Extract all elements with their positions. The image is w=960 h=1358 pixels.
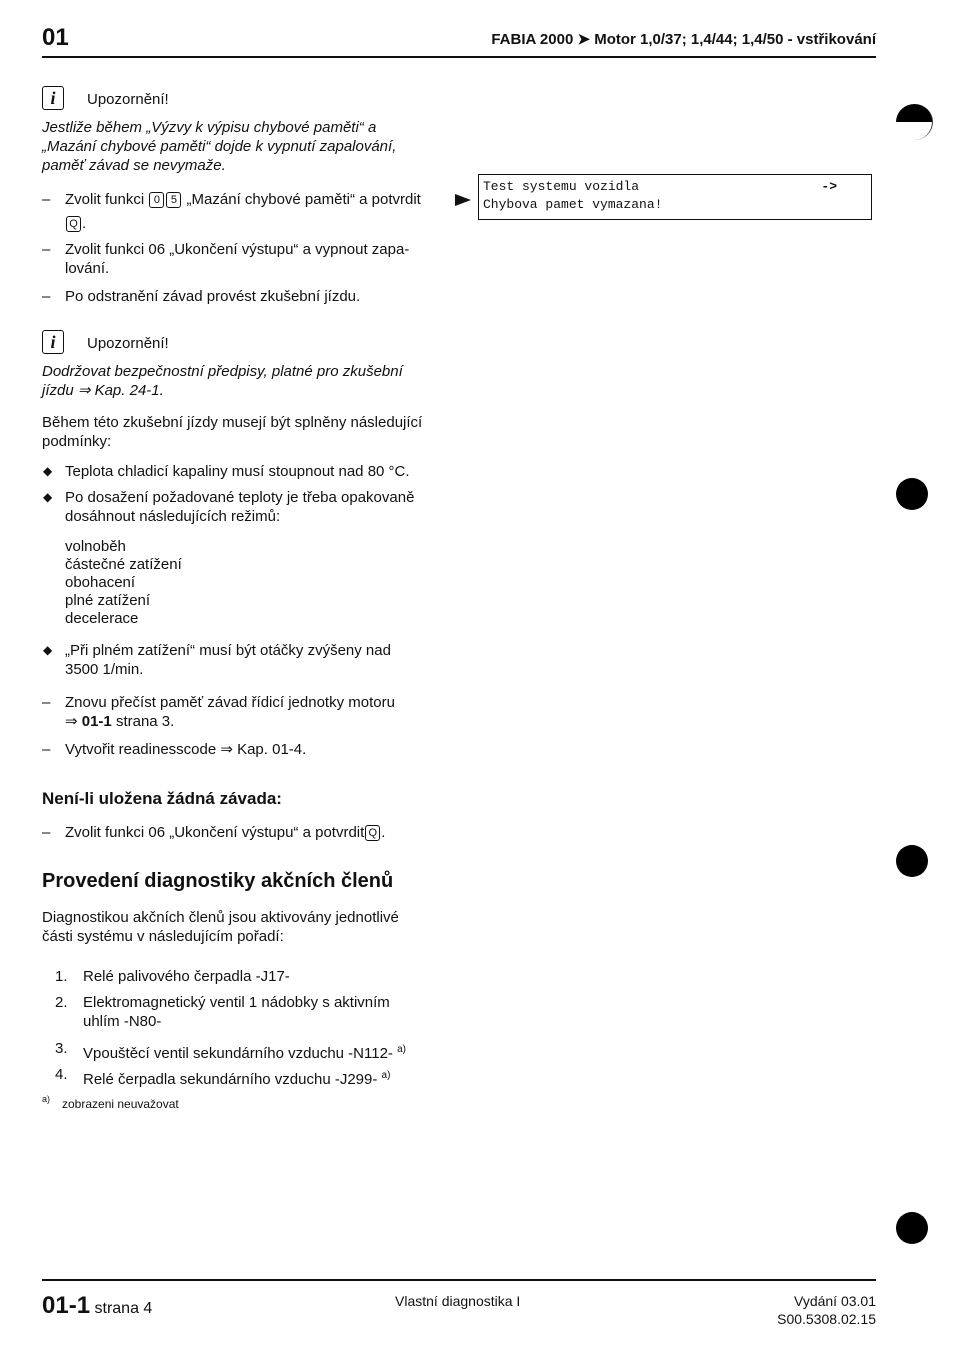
list-item-line [83,1066,390,1089]
paragraph-line: Během této zkušební jízdy musejí být splněny následující [42,414,423,431]
punch-hole-mark [896,478,928,510]
bullet-icon: ◆ [43,490,53,504]
step-text: „Mazání chybové paměti“ a potvrdit [186,191,421,208]
confirm-key-line: Q . [65,214,86,233]
footer-page-label [42,1292,152,1320]
list-item: Relé palivového čerpadla -J17- [83,968,290,985]
ref-page: strana 3. [115,713,175,730]
dash-marker: – [42,741,51,758]
step-select-function [65,190,421,209]
footnote-ref: a) [397,1044,406,1055]
footnote-mark: a) [42,1094,51,1104]
bullet-text: Po dosažení požadované teploty je třeba opakovaně [65,489,415,506]
list-item: uhlím -N80- [83,1013,162,1030]
tester-display [478,174,872,220]
dash-marker: – [42,241,51,258]
dash-marker: – [42,191,51,208]
key-5-icon: 5 [166,192,181,208]
step-text: Znovu přečíst paměť závad řídicí jednotky motoru [65,694,395,711]
header-rule [42,56,876,58]
footer-page: strana 4 [94,1300,153,1317]
display-line-2: Chybova pamet vymazana! [483,197,663,212]
footer-edition: Vydání 03.01 [794,1293,876,1309]
list-number: 4. [55,1066,68,1083]
mode-item: částečné zatížení [65,556,182,573]
key-q-icon: Q [365,825,380,841]
step-text: Po odstranění závad provést zkušební jízdu. [65,288,361,305]
bullet-icon: ◆ [43,464,53,478]
arrow-right-icon [455,194,471,206]
bullet-text: 3500 1/min. [65,661,144,678]
note-label: Upozornění! [87,91,169,108]
punch-hole-mark [896,845,928,877]
punch-hole-mark [896,1212,928,1244]
ref-chapter: 01-1 [81,713,112,730]
paragraph-line: podmínky: [42,433,112,450]
note-text-line: Jestliže během „Výzvy k výpisu chybové paměti“ a [42,119,377,136]
bullet-text: Teplota chladicí kapaliny musí stoupnout nad 80 °C. [65,463,410,480]
step-text-line: Zvolit funkci 06 „Ukončení výstupu“ a potvrdit Q . [65,824,386,841]
punch-hole-mark [896,104,933,140]
note-text-line: „Mazání chybové paměti“ dojde k vypnutí zapalování, [42,138,397,155]
display-arrow: -> [821,179,837,194]
dash-marker: – [42,694,51,711]
mode-item: obohacení [65,574,136,591]
step-text: Zvolit funkci 06 „Ukončení výstupu“ a vypnout zapa- [65,241,410,258]
list-number: 3. [55,1040,68,1057]
page-header-title: FABIA 2000 ➤ Motor 1,0/37; 1,4/44; 1,4/50 - vstřikování [491,31,876,48]
list-number: 2. [55,994,68,1011]
paragraph-line: Diagnostikou akčních členů jsou aktivovány jednotlivé [42,909,399,926]
bullet-text: dosáhnout následujících režimů: [65,508,281,525]
list-item-line [83,1040,406,1063]
footer-code: S00.5308.02.15 [777,1311,876,1327]
list-item: Elektromagnetický ventil 1 nádobky s aktivním [83,994,390,1011]
step-text: Vytvořit readinesscode ⇒ Kap. 01-4. [65,741,307,758]
section-heading: Provedení diagnostiky akčních členů [42,870,394,892]
footnote-ref: a) [381,1070,391,1081]
footer-page-ref: 01-1 [42,1292,91,1319]
info-icon: i [42,330,64,354]
display-line-1: Test systemu vozidla [483,179,640,194]
bullet-icon: ◆ [43,643,53,657]
note-text-line: jízdu ⇒ Kap. 24-1. [42,382,164,399]
mode-item: volnoběh [65,538,126,555]
paragraph-line: části systému v následujícím pořadí: [42,928,284,945]
step-text: lování. [65,260,110,277]
step-text: Zvolit funkci 06 „Ukončení výstupu“ a potvrdit [65,824,365,841]
footer-center: Vlastní diagnostika I [395,1293,521,1309]
step-text: Zvolit funkci [65,191,145,208]
key-0-icon: 0 [149,192,164,208]
footer-rule [42,1279,876,1281]
mode-item: plné zatížení [65,592,151,609]
key-q-icon: Q [66,216,81,232]
list-item: Vpouštěcí ventil sekundárního vzduchu -N112- [83,1045,393,1062]
footnote-text: zobrazeni neuvažovat [62,1097,179,1111]
arrow-ref-icon: ⇒ [65,713,78,730]
note-text-line: paměť závad se nevymaže. [42,157,226,174]
cross-reference [65,712,174,731]
dash-marker: – [42,288,51,305]
note-label: Upozornění! [87,335,169,352]
dash-marker: – [42,824,51,841]
info-icon: i [42,86,64,110]
chapter-number: 01 [42,24,69,51]
bullet-text: „Při plném zatížení“ musí být otáčky zvýšeny nad [65,642,391,659]
mode-item: decelerace [65,610,139,627]
list-item: Relé čerpadla sekundárního vzduchu -J299- [83,1071,378,1088]
note-text-line: Dodržovat bezpečnostní předpisy, platné pro zkušební [42,363,403,380]
list-number: 1. [55,968,68,985]
section-heading: Není-li uložena žádná závada: [42,789,282,808]
